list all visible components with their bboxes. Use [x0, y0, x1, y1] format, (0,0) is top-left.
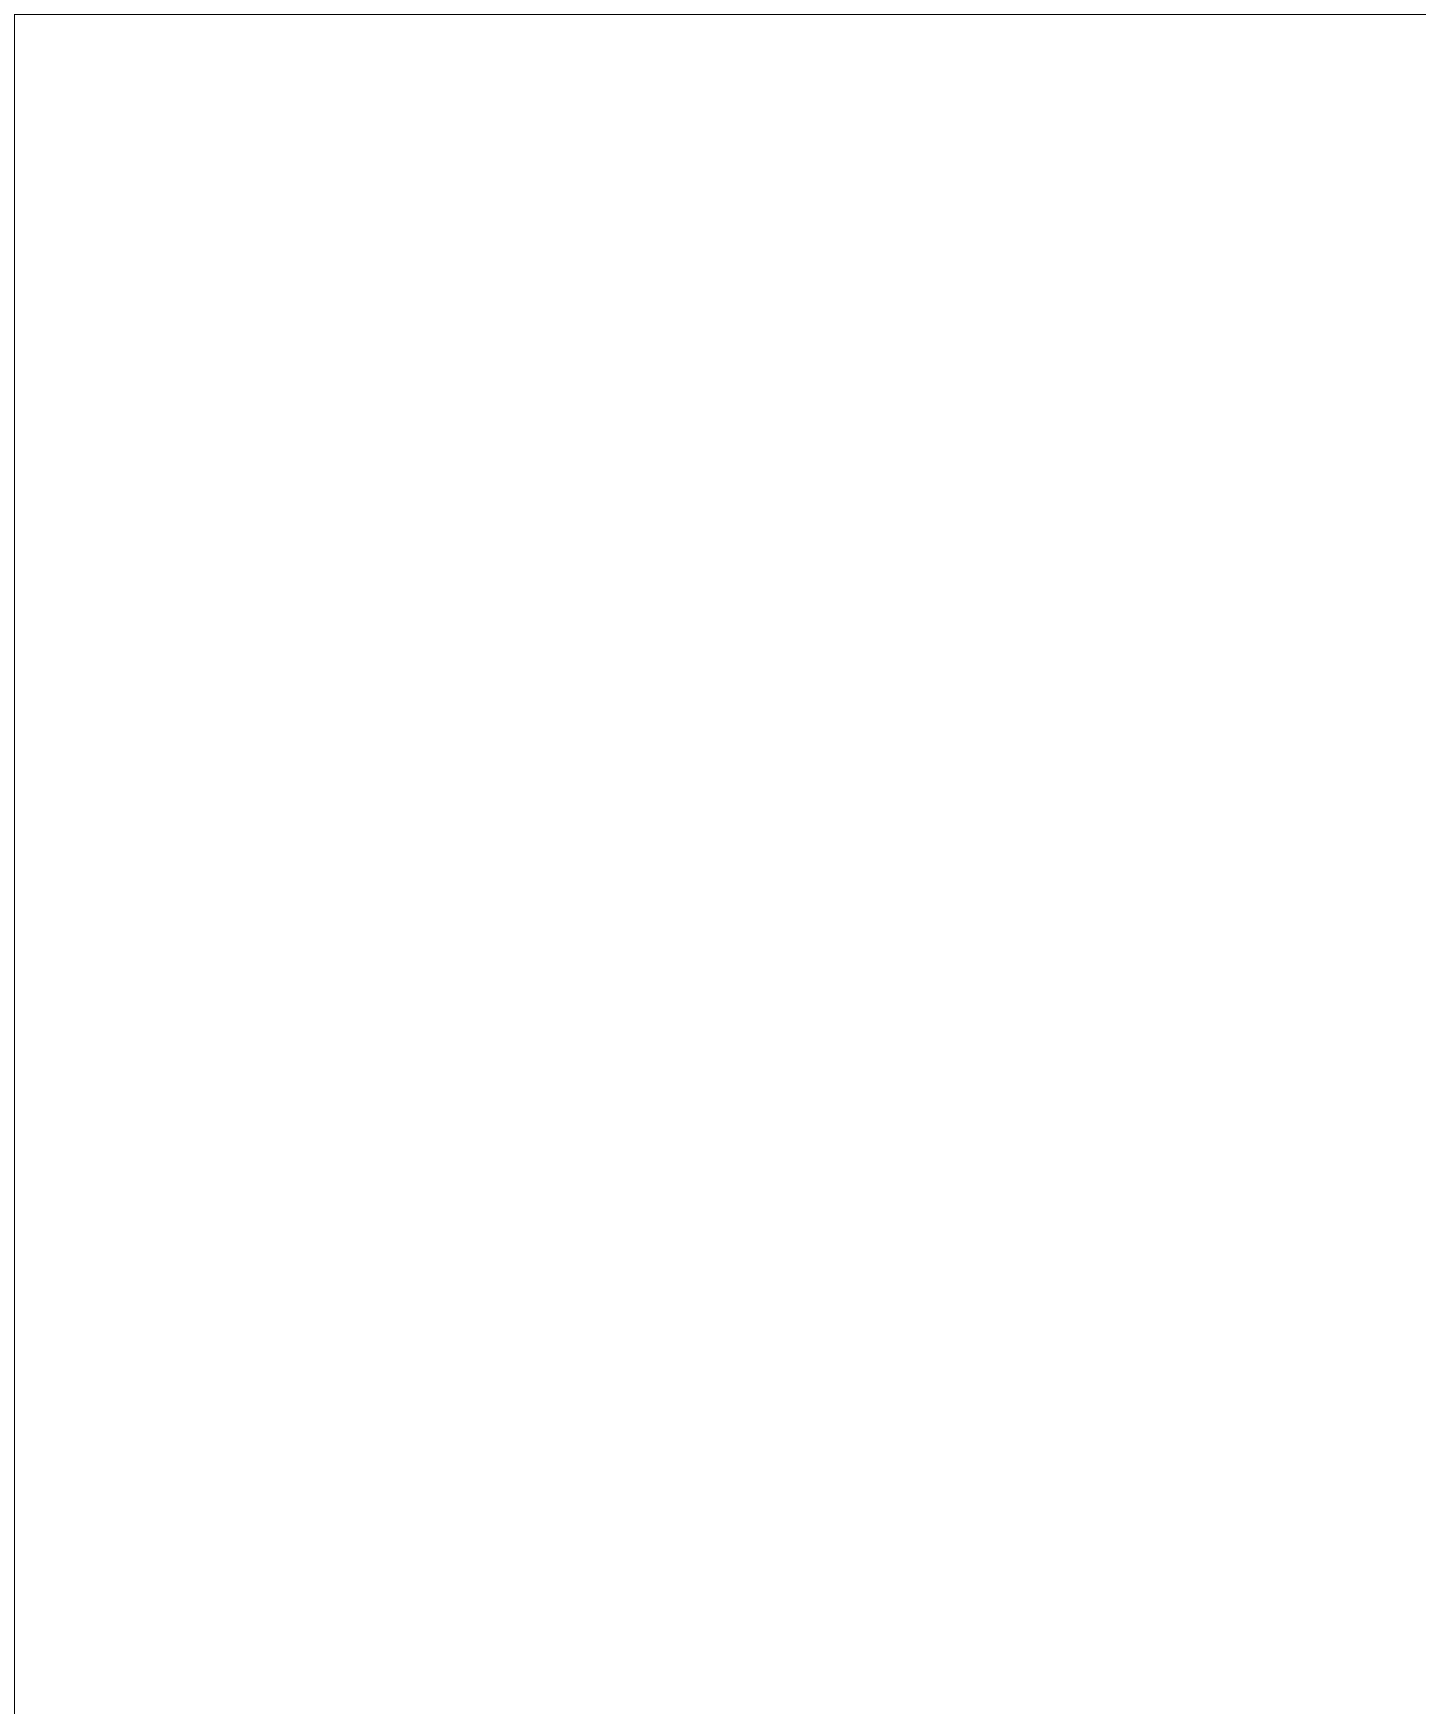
connector-sheet	[14, 14, 1426, 1714]
